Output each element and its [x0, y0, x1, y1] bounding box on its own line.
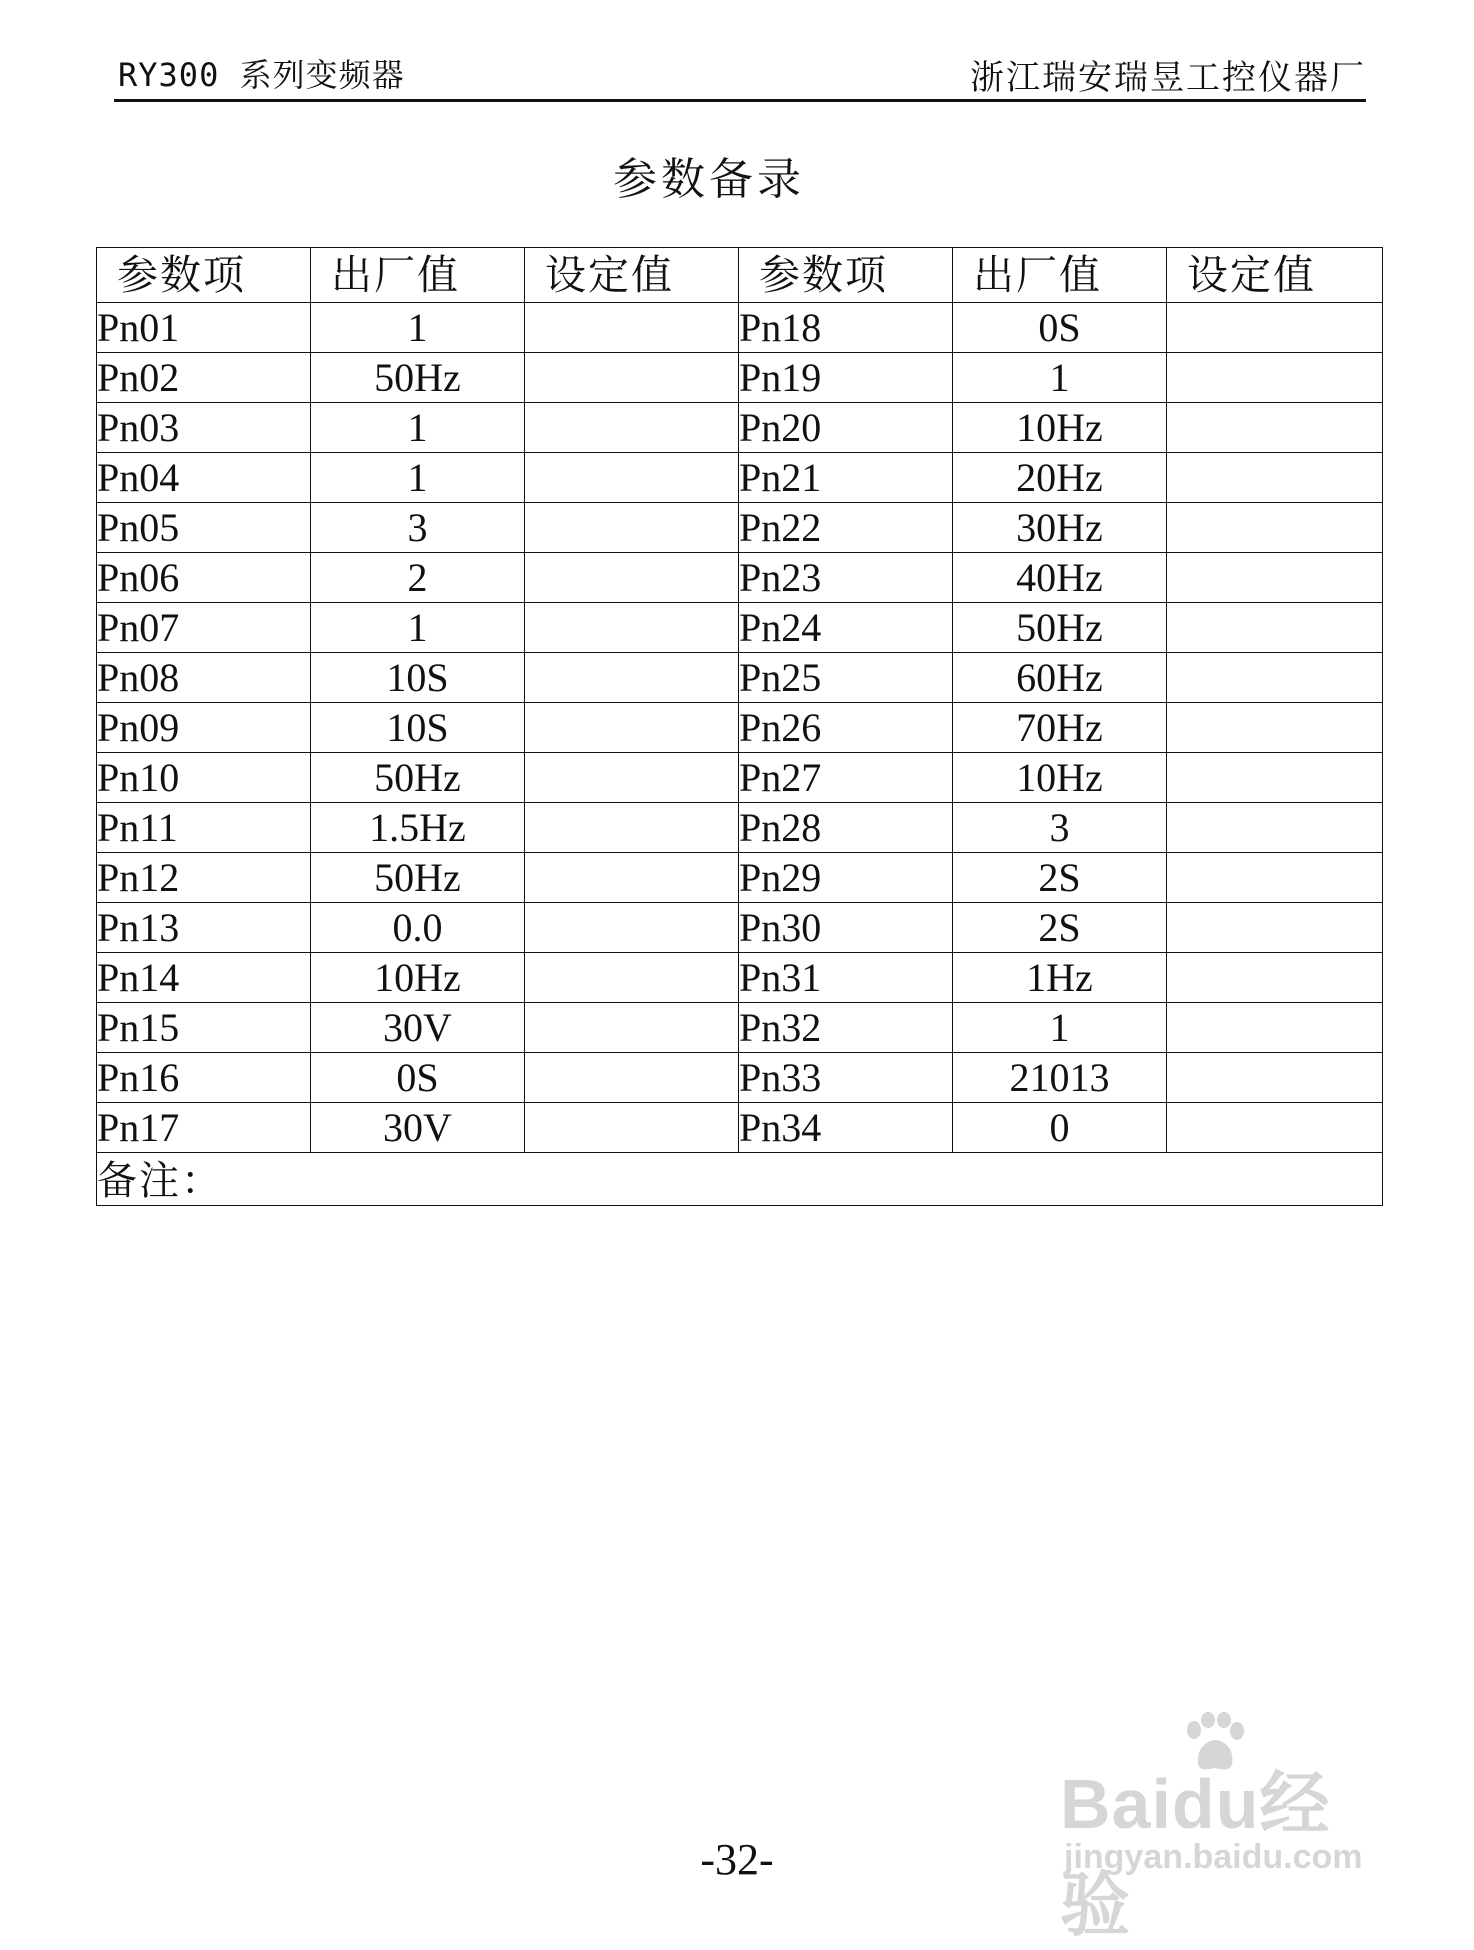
set-value-cell	[525, 353, 739, 403]
param-code-cell: Pn11	[97, 803, 311, 853]
table-body	[97, 303, 1383, 1153]
table-row	[97, 603, 1383, 653]
factory-value-cell: 70Hz	[953, 703, 1167, 753]
table-row	[97, 653, 1383, 703]
factory-value-cell: 3	[311, 503, 525, 553]
set-value-cell	[1167, 1053, 1383, 1103]
table-row	[97, 553, 1383, 603]
set-value-cell	[1167, 303, 1383, 353]
table-row	[97, 403, 1383, 453]
param-code-cell: Pn26	[739, 703, 953, 753]
page-number: -32-	[700, 1835, 774, 1884]
notes-row	[97, 1153, 1383, 1206]
param-code-cell: Pn16	[97, 1053, 311, 1103]
header-company-name: 浙江瑞安瑞昱工控仪器厂	[970, 58, 1366, 98]
set-value-cell	[525, 1053, 739, 1103]
param-code-cell: Pn30	[739, 903, 953, 953]
factory-value-cell: 2S	[953, 903, 1167, 953]
set-value-cell	[1167, 353, 1383, 403]
factory-value-cell: 30V	[311, 1003, 525, 1053]
set-value-cell	[1167, 453, 1383, 503]
set-value-cell	[1167, 703, 1383, 753]
watermark-url: jingyan.baidu.com	[1064, 1838, 1363, 1876]
column-header-set-value: 设定值	[525, 248, 739, 303]
param-code-cell: Pn22	[739, 503, 953, 553]
column-header-set-value: 设定值	[1167, 248, 1383, 303]
factory-value-cell: 50Hz	[311, 353, 525, 403]
param-code-cell: Pn07	[97, 603, 311, 653]
set-value-cell	[525, 453, 739, 503]
set-value-cell	[1167, 803, 1383, 853]
param-code-cell: Pn02	[97, 353, 311, 403]
set-value-cell	[525, 303, 739, 353]
table-header-row	[97, 248, 1383, 303]
set-value-cell	[1167, 1103, 1383, 1153]
factory-value-cell: 0.0	[311, 903, 525, 953]
param-code-cell: Pn31	[739, 953, 953, 1003]
set-value-cell	[525, 553, 739, 603]
set-value-cell	[1167, 903, 1383, 953]
param-code-cell: Pn21	[739, 453, 953, 503]
factory-value-cell: 10S	[311, 703, 525, 753]
factory-value-cell: 1Hz	[953, 953, 1167, 1003]
factory-value-cell: 40Hz	[953, 553, 1167, 603]
factory-value-cell: 20Hz	[953, 453, 1167, 503]
set-value-cell	[525, 653, 739, 703]
factory-value-cell: 50Hz	[311, 753, 525, 803]
table-row	[97, 453, 1383, 503]
param-code-cell: Pn17	[97, 1103, 311, 1153]
factory-value-cell: 0	[953, 1103, 1167, 1153]
table-row	[97, 503, 1383, 553]
param-code-cell: Pn32	[739, 1003, 953, 1053]
set-value-cell	[1167, 603, 1383, 653]
param-code-cell: Pn05	[97, 503, 311, 553]
column-header-param: 参数项	[97, 248, 311, 303]
header-product-name: RY300 系列变频器	[118, 56, 405, 94]
param-code-cell: Pn19	[739, 353, 953, 403]
param-code-cell: Pn24	[739, 603, 953, 653]
table-row	[97, 803, 1383, 853]
notes-label: 备注：	[97, 1158, 223, 1203]
factory-value-cell: 1	[953, 1003, 1167, 1053]
factory-value-cell: 1	[311, 453, 525, 503]
param-code-cell: Pn13	[97, 903, 311, 953]
set-value-cell	[1167, 553, 1383, 603]
factory-value-cell: 1	[953, 353, 1167, 403]
factory-value-cell: 2	[311, 553, 525, 603]
table-row	[97, 953, 1383, 1003]
set-value-cell	[1167, 403, 1383, 453]
notes-cell	[97, 1153, 1383, 1206]
set-value-cell	[525, 803, 739, 853]
set-value-cell	[1167, 653, 1383, 703]
set-value-cell	[525, 403, 739, 453]
table-row	[97, 353, 1383, 403]
factory-value-cell: 50Hz	[311, 853, 525, 903]
param-code-cell: Pn33	[739, 1053, 953, 1103]
factory-value-cell: 30V	[311, 1103, 525, 1153]
factory-value-cell: 1.5Hz	[311, 803, 525, 853]
table-row	[97, 1103, 1383, 1153]
param-code-cell: Pn12	[97, 853, 311, 903]
column-header-factory-value: 出厂值	[953, 248, 1167, 303]
set-value-cell	[525, 1003, 739, 1053]
factory-value-cell: 0S	[953, 303, 1167, 353]
set-value-cell	[525, 753, 739, 803]
column-header-factory-value: 出厂值	[311, 248, 525, 303]
factory-value-cell: 30Hz	[953, 503, 1167, 553]
set-value-cell	[525, 503, 739, 553]
factory-value-cell: 2S	[953, 853, 1167, 903]
header-rule	[114, 99, 1366, 102]
parameter-table	[96, 247, 1383, 1206]
table-row	[97, 1003, 1383, 1053]
table-row	[97, 753, 1383, 803]
param-code-cell: Pn04	[97, 453, 311, 503]
factory-value-cell: 3	[953, 803, 1167, 853]
factory-value-cell: 0S	[311, 1053, 525, 1103]
watermark-logo: Baidu经验	[1060, 1765, 1331, 1944]
table-row	[97, 703, 1383, 753]
factory-value-cell: 10Hz	[953, 403, 1167, 453]
factory-value-cell: 50Hz	[953, 603, 1167, 653]
table-row	[97, 903, 1383, 953]
set-value-cell	[1167, 503, 1383, 553]
param-code-cell: Pn10	[97, 753, 311, 803]
set-value-cell	[525, 1103, 739, 1153]
param-code-cell: Pn01	[97, 303, 311, 353]
table-row	[97, 303, 1383, 353]
set-value-cell	[1167, 853, 1383, 903]
factory-value-cell: 10Hz	[311, 953, 525, 1003]
factory-value-cell: 10Hz	[953, 753, 1167, 803]
factory-value-cell: 1	[311, 303, 525, 353]
param-code-cell: Pn15	[97, 1003, 311, 1053]
param-code-cell: Pn27	[739, 753, 953, 803]
table-row	[97, 853, 1383, 903]
param-code-cell: Pn29	[739, 853, 953, 903]
set-value-cell	[525, 853, 739, 903]
factory-value-cell: 1	[311, 403, 525, 453]
column-header-param: 参数项	[739, 248, 953, 303]
table-row	[97, 1053, 1383, 1103]
page-title: 参数备录	[613, 154, 805, 205]
param-code-cell: Pn23	[739, 553, 953, 603]
factory-value-cell: 10S	[311, 653, 525, 703]
factory-value-cell: 60Hz	[953, 653, 1167, 703]
param-code-cell: Pn03	[97, 403, 311, 453]
set-value-cell	[1167, 953, 1383, 1003]
param-code-cell: Pn18	[739, 303, 953, 353]
param-code-cell: Pn34	[739, 1103, 953, 1153]
param-code-cell: Pn09	[97, 703, 311, 753]
param-code-cell: Pn06	[97, 553, 311, 603]
param-code-cell: Pn20	[739, 403, 953, 453]
set-value-cell	[525, 703, 739, 753]
set-value-cell	[1167, 1003, 1383, 1053]
param-code-cell: Pn25	[739, 653, 953, 703]
factory-value-cell: 21013	[953, 1053, 1167, 1103]
param-code-cell: Pn14	[97, 953, 311, 1003]
param-code-cell: Pn28	[739, 803, 953, 853]
set-value-cell	[525, 953, 739, 1003]
set-value-cell	[525, 603, 739, 653]
factory-value-cell: 1	[311, 603, 525, 653]
watermark	[1040, 1712, 1400, 1944]
set-value-cell	[525, 903, 739, 953]
param-code-cell: Pn08	[97, 653, 311, 703]
set-value-cell	[1167, 753, 1383, 803]
